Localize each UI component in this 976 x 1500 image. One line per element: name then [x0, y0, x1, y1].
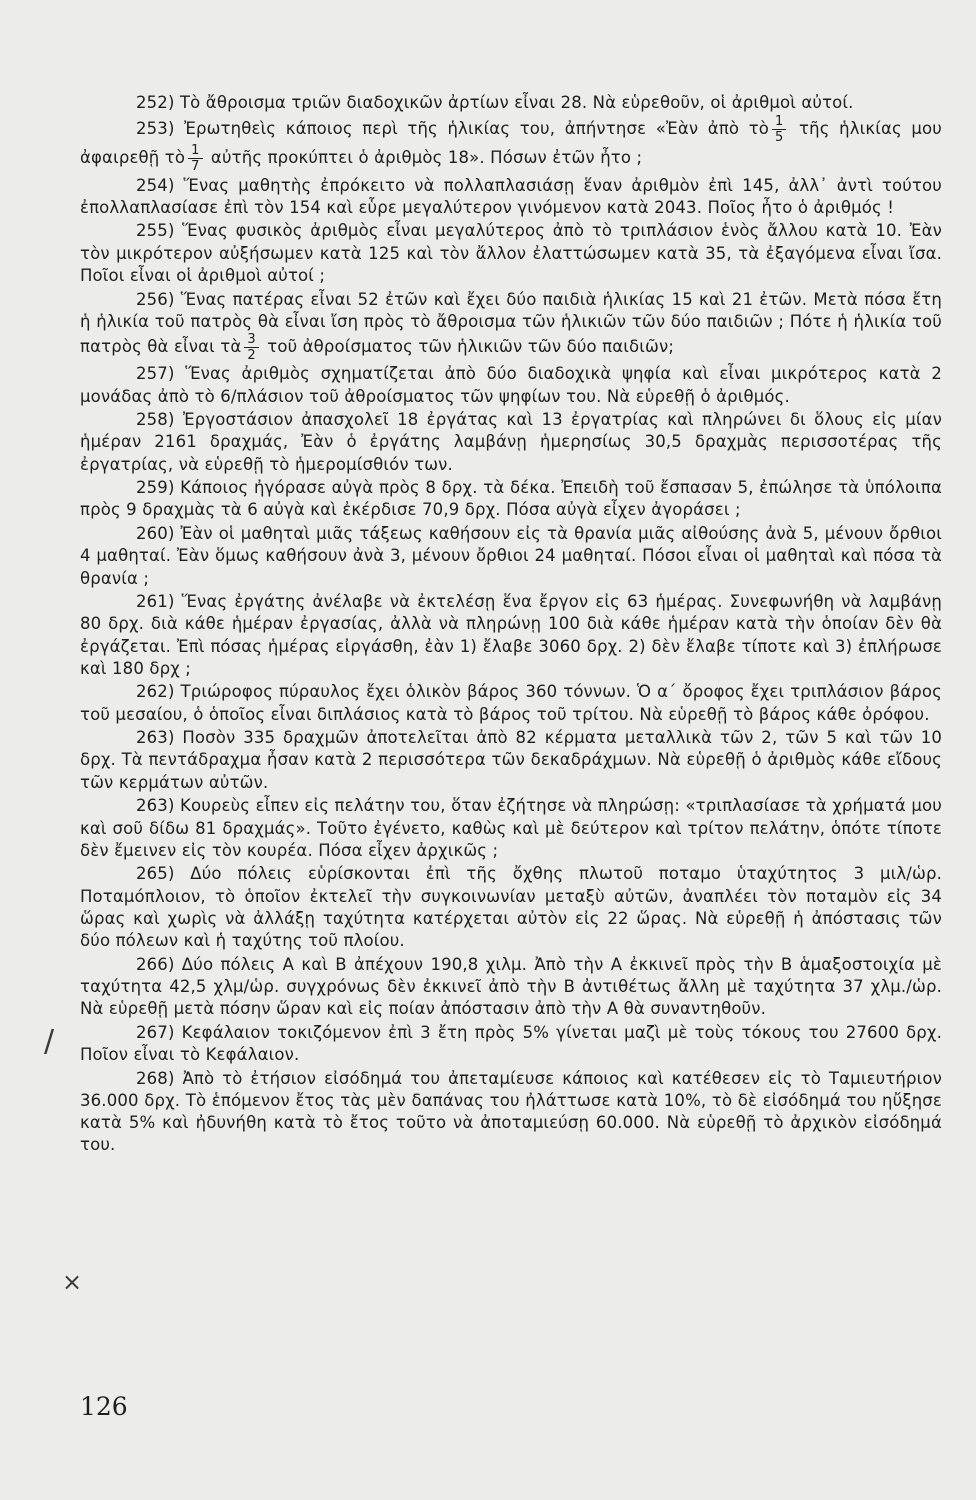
fraction-one-fifth: $\frac{1}{5}$ — [772, 115, 786, 144]
fraction-three-halves: $\frac{3}{2}$ — [244, 333, 258, 362]
fraction-one-seventh: $\frac{1}{7}$ — [188, 144, 202, 173]
problem-262: 262) Τριώροφος πύραυλος ἔχει ὁλικὸν βάρος 360 τόννων. Ὁ α´ ὄροφος ἔχει τριπλάσιον βάρος τοῦ μεσαίου, ὁ ὁποῖος εἶναι διπλάσιος κατὰ τὸ βάρος τοῦ τρίτου. Νὰ εὑρεθῇ τὸ βάρος κάθε ὀρόφου. — [80, 682, 942, 724]
problem-257: 257) Ἕνας ἀριθμὸς σχηματίζεται ἀπὸ δύο διαδοχικὰ ψηφία καὶ εἶναι μικρότερος κατὰ 2 μονάδας ἀπὸ τὸ 6/πλάσιον τοῦ ἀθροίσματος τῶν ψηφίων του. Νὰ εὑρεθῇ ὁ ἀριθμός. — [80, 364, 942, 406]
problem-260: 260) Ἐὰν οἱ μαθηταὶ μιᾶς τάξεως καθήσουν εἰς τὰ θρανία μιᾶς αἰθούσης ἀνὰ 5, μένουν ὄρθιοι 4 μαθηταί. Ἐὰν ὅμως καθήσουν ἀνὰ 3, μένουν ὄρθιοι 24 μαθηταί. Πόσοι εἶναι οἱ μαθηταὶ καὶ πόσα τὰ θρανία ; — [80, 523, 942, 588]
problem-261: 261) Ἕνας ἐργάτης ἀνέλαβε νὰ ἐκτελέσῃ ἕνα ἔργον εἰς 63 ἡμέρας. Συνεφωνήθη νὰ λαμβάνῃ 80 δρχ. διὰ κάθε ἡμέραν ἐργασίας, ἀλλὰ νὰ πληρώνῃ 100 διὰ κάθε ἡμέραν κατὰ τὴν ὁποίαν δὲν θὰ ἐργάζεται. Ἐπὶ πόσας ἡμέρας εἰργάσθη, ἐὰν 1) ἔλαβε 3060 δρχ. 2) δὲν ἔλαβε τίποτε καὶ 3) ἐπλήρωσε καὶ 180 δρχ ; — [80, 592, 942, 678]
problem-254: 254) Ἕνας μαθητὴς ἐπρόκειτο νὰ πολλαπλασιάσῃ ἕναν ἀριθμὸν ἐπὶ 145, ἀλλ᾽ ἀντὶ τούτου ἐπολλαπλασίασε ἐπὶ τὸν 154 καὶ εὗρε μεγαλύτερον γινόμενον κατὰ 2043. Ποῖος ἦτο ὁ ἀριθμός ! — [80, 175, 942, 217]
problem-259: 259) Κάποιος ἠγόρασε αὐγὰ πρὸς 8 δρχ. τὰ δέκα. Ἐπειδὴ τοῦ ἔσπασαν 5, ἐπώλησε τὰ ὑπόλοιπα πρὸς 9 δραχμὰς τὰ 6 αὐγὰ καὶ ἐκέρδισε 70,9 δρχ. Πόσα αὐγὰ εἶχεν ἀγοράσει ; — [80, 478, 942, 520]
problem-265: 265) Δύο πόλεις εὑρίσκονται ἐπὶ τῆς ὄχθης πλωτοῦ ποταμο ὑταχύτητος 3 μιλ/ὡρ. Ποταμόπλοιον, τὸ ὁποῖον ἐκτελεῖ τὴν συγκοινωνίαν μεταξὺ αὐτῶν, ἀναπλέει τὸν ποταμὸν εἰς 34 ὥρας καὶ χωρὶς νὰ ἀλλάξῃ ταχύτητα κατέρχεται αὐτὸν εἰς 22 ὥρας. Νὰ εὑρεθῇ ἡ ἀπόστασις τῶν δύο πόλεων καὶ ἡ ταχύτης τοῦ πλοίου. — [80, 864, 942, 951]
problem-258: 258) Ἐργοστάσιον ἀπασχολεῖ 18 ἐργάτας καὶ 13 ἐργατρίας καὶ πληρώνει δι ὅλους εἰς μίαν ἡμέραν 2161 δραχμάς, Ἐὰν ὁ ἐργάτης λαμβάνῃ ἡμερησίως 30,5 δραχμὰς περισσοτέρας τῆς ἐργατρίας, νὰ εὑρεθῇ τὸ ἡμερομίσθιόν των. — [80, 410, 942, 474]
problem-256-text-2: τοῦ ἀθροίσματος τῶν ἡλικιῶν τῶν δύο παιδιῶν; — [267, 337, 675, 357]
problem-256 — [80, 289, 942, 363]
problem-267: 267) Κεφάλαιον τοκιζόμενον ἐπὶ 3 ἔτη πρὸς 5% γίνεται μαζὶ μὲ τοὺς τόκους του 27600 δρχ. Ποῖον εἶναι τὸ Κεφάλαιον. — [80, 1022, 942, 1065]
page-number: 126 — [80, 1392, 128, 1421]
problem-266: 266) Δύο πόλεις Α καὶ Β ἀπέχουν 190,8 χιλμ. Ἀπὸ τὴν Α ἐκκινεῖ πρὸς τὴν Β ἁμαξοστοιχία μὲ ταχύτητα 42,5 χλμ/ὡρ. συγχρόνως δὲν ἐκκινεῖ ἀπὸ τὴν Β ἀντιθέτως ἄλλη μὲ ταχύτητα 37 χλμ./ὡρ. Νὰ εὑρεθῇ μετὰ πόσην ὥραν καὶ εἰς ποίαν ἀπόστασιν ἀπὸ τὴν Α θὰ συναντηθοῦν. — [80, 954, 942, 1019]
problem-252: 252) Τὸ ἄθροισμα τριῶν διαδοχικῶν ἀρτίων εἶναι 28. Νὰ εὑρεθοῦν, οἱ ἀριθμοὶ αὐτοί. — [136, 93, 854, 112]
problem-263-barber: 263) Κουρεὺς εἶπεν εἰς πελάτην του, ὅταν ἐζήτησε νὰ πληρώσῃ: «τριπλασίασε τὰ χρήματά μου καὶ σοῦ δίδω 81 δραχμάς». Τοῦτο ἐγένετο, καθὼς καὶ μὲ δεύτερον καὶ τρίτον πελάτην, ὁπότε τίποτε δὲν ἔμεινεν εἰς τὸν κουρέα. Πόσα εἶχεν ἀρχικῶς ; — [80, 796, 942, 860]
problem-256-text-1: 256) Ἕνας πατέρας εἶναι 52 ἐτῶν καὶ ἔχει δύο παιδιὰ ἡλικίας 15 καὶ 21 ἐτῶν. Μετὰ πόσα ἔτη ἡ ἡλικία τοῦ πατρὸς θὰ εἶναι ἴση πρὸς τὸ ἄθροισμα τῶν ἡλικιῶν τῶν δύο παιδιῶν ; Πότε ἡ ἡλικία τοῦ πατρὸς θὰ εἶναι τὰ — [80, 289, 942, 357]
problem-253-text-1: 253) Ἐρωτηθεὶς κάποιος περὶ τῆς ἡλικίας του, ἀπήντησε «Ἐὰν ἀπὸ τὸ — [136, 119, 770, 139]
problem-268: 268) Ἀπὸ τὸ ἐτήσιον εἰσόδημά του ἀπεταμίευσε κάποιος καὶ κατέθεσεν εἰς τὸ Ταμιευτήριον 36.000 δρχ. Τὸ ἑπόμενον ἔτος τὰς μὲν δαπάνας του ἠλάττωσε κατὰ 10%, τὸ δὲ εἰσόδημά του ηὔξησε κατὰ 5% καὶ ἠδυνήθη κατὰ τὸ ἔτος τοῦτο νὰ ἀποταμιεύσῃ 60.000. Νὰ εὑρεθῇ τὸ ἀρχικὸν εἰσόδημά του. — [80, 1068, 942, 1155]
problem-253-text-3: αὐτῆς προκύπτει ὁ ἀριθμὸς 18». Πόσων ἐτῶν ἦτο ; — [210, 148, 643, 168]
pencil-cross-mark: × — [62, 1268, 83, 1296]
problem-263-coins: 263) Ποσὸν 335 δραχμῶν ἀποτελεῖται ἀπὸ 82 κέρματα μεταλλικὰ τῶν 2, τῶν 5 καὶ τῶν 10 δρχ. Τὰ πεντάδραχμα ἦσαν κατὰ 2 περισσότερα τῶν δεκαδράχμων. Νὰ εὑρεθῇ ὁ ἀριθμὸς κάθε εἴδους τῶν κερμάτων αὐτῶν. — [80, 728, 942, 792]
problem-255: 255) Ἕνας φυσικὸς ἀριθμὸς εἶναι μεγαλύτερος ἀπὸ τὸ τριπλάσιον ἑνὸς ἄλλου κατὰ 10. Ἐὰν τὸν μικρότερον αὐξήσωμεν κατὰ 125 καὶ τὸν ἄλλον ἐλαττώσωμεν κατὰ 35, τὰ ἐξαγόμενα εἶναι ἴσα. Ποῖοι εἶναι οἱ ἀριθμοὶ αὐτοί ; — [80, 221, 942, 286]
problem-253 — [80, 115, 942, 173]
problem-253-text-2: τῆς ἡλικίας μου ἀφαιρεθῇ τὸ — [80, 119, 942, 168]
problem-list — [80, 92, 942, 1158]
pencil-slash-mark: / — [44, 1024, 55, 1059]
